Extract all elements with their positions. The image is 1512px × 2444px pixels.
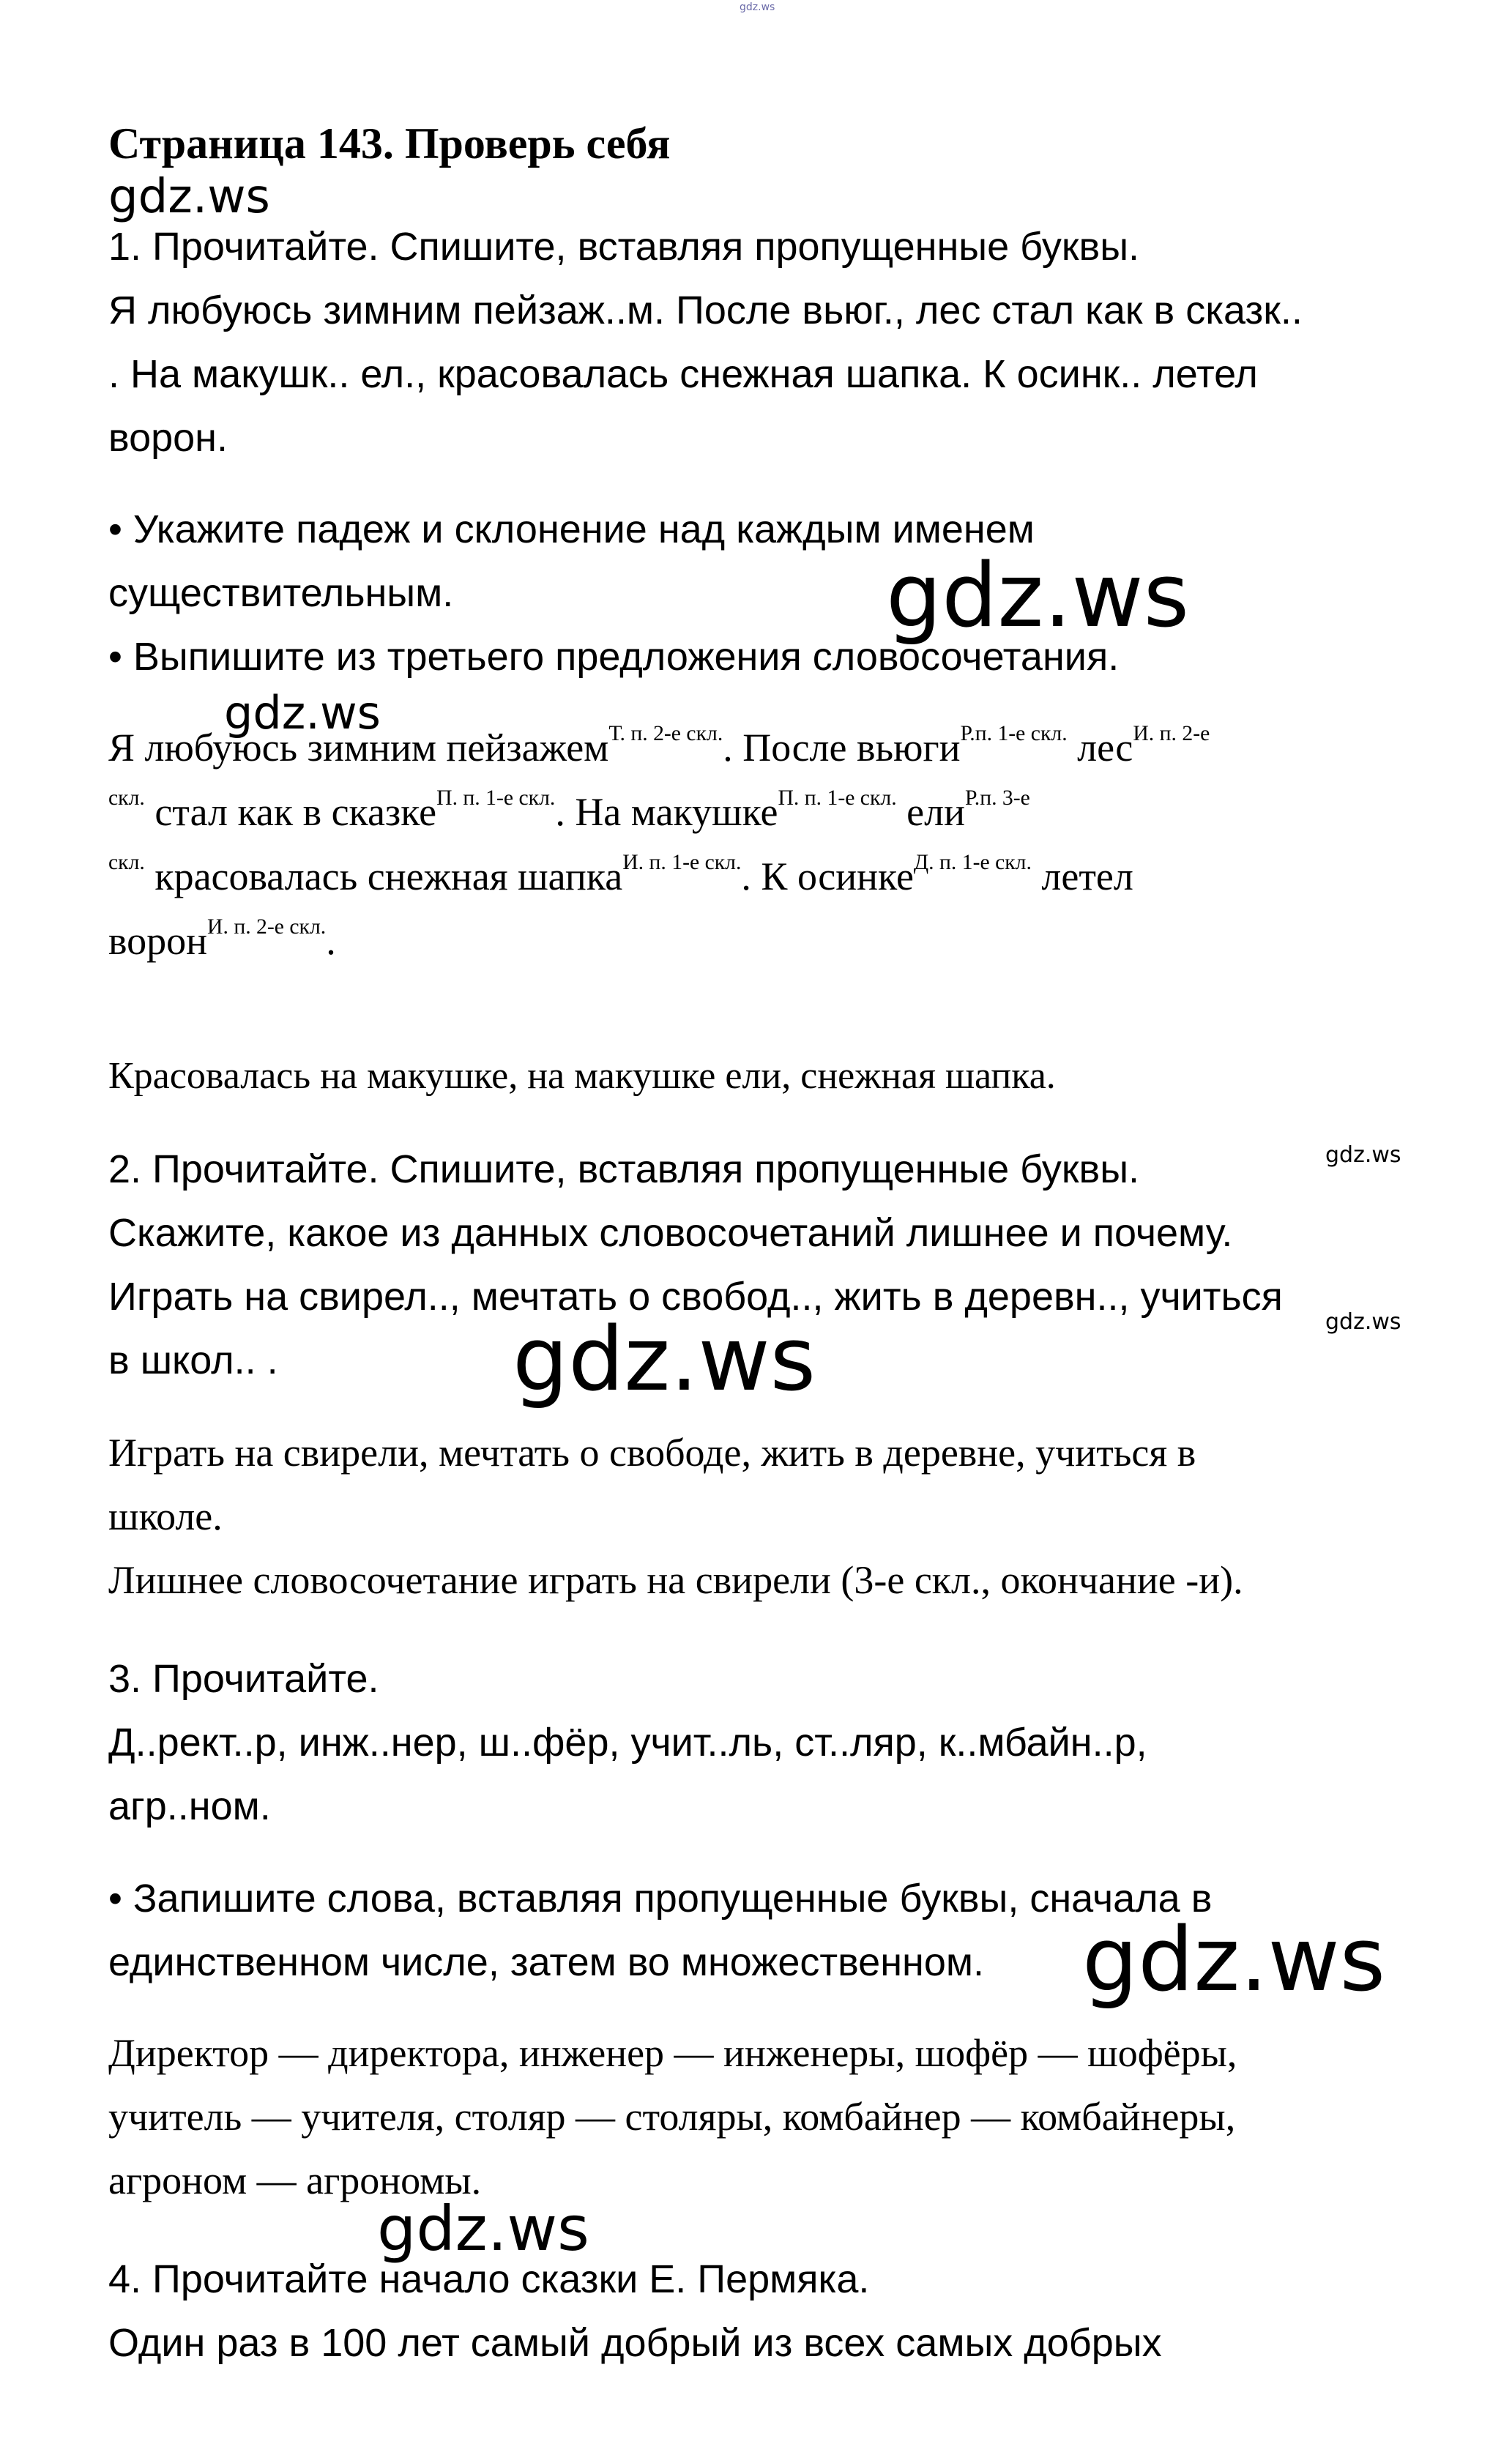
page-title: Страница 143. Проверь себя [108, 119, 671, 168]
task2-answer-2: школе. [108, 1494, 223, 1538]
task3-instruction-1: • Запишите слова, вставляя пропущенные буквы, сначала в [108, 1877, 1213, 1920]
task1-answer-line-3 [108, 850, 1133, 899]
task2-answer-1: Играть на свирели, мечтать о свободе, жить в деревне, учиться в [108, 1431, 1196, 1475]
task3-line-3: агр..ном. [108, 1784, 271, 1828]
case-note: И. п. 2-е скл. [207, 914, 327, 939]
case-note: скл. [108, 850, 145, 874]
watermark-4: gdz.ws [1325, 1142, 1401, 1168]
case-note: Т. п. 2-е скл. [608, 721, 723, 745]
answer-text: Я любуюсь зимним пейзажем [108, 726, 609, 770]
watermark-top: gdz.ws [740, 1, 775, 13]
task1-phrases: Красовалась на макушке, на макушке ели, снежная шапка. [108, 1055, 1056, 1097]
task1-instruction-2: существительным. [108, 571, 454, 615]
answer-text: . На макушке [555, 790, 778, 834]
task3-answer-2: учитель — учителя, столяр — столяры, комбайнер — комбайнеры, [108, 2095, 1236, 2139]
task1-instruction-1: • Укажите падеж и склонение над каждым именем [108, 507, 1035, 551]
case-note: скл. [108, 786, 145, 810]
answer-text: лес [1067, 726, 1133, 770]
answer-text: ворон [108, 919, 208, 963]
answer-text: красовалась снежная шапка [144, 854, 623, 898]
case-note: Д. п. 1-е скл. [913, 850, 1032, 874]
watermark-1: gdz.ws [108, 170, 270, 224]
watermark-7: gdz.ws [1082, 1910, 1386, 2011]
task4-line-2: Один раз в 100 лет самый добрый из всех самых добрых [108, 2321, 1162, 2365]
task1-instruction-3: • Выпишите из третьего предложения словосочетания. [108, 635, 1120, 679]
task3-answer-1: Директор — директора, инженер — инженеры, шофёр — шофёры, [108, 2031, 1237, 2075]
task2-line-3: Играть на свирел.., мечтать о свобод.., жить в деревн.., учиться [108, 1275, 1283, 1319]
task3-instruction-2: единственном числе, затем во множественном. [108, 1940, 985, 1984]
task2-line-2: Скажите, какое из данных словосочетаний лишнее и почему. [108, 1211, 1233, 1255]
answer-text: . К осинке [741, 854, 914, 898]
task1-answer-line-2 [108, 786, 1030, 835]
case-note: Р.п. 3-е [964, 786, 1030, 810]
task1-answer-line-4 [108, 914, 336, 964]
watermark-6: gdz.ws [513, 1309, 816, 1411]
case-note: И. п. 2-е [1133, 721, 1210, 745]
watermark-3: gdz.ws [224, 686, 381, 739]
task1-line-1: 1. Прочитайте. Спишите, вставляя пропущенные буквы. [108, 225, 1140, 269]
task3-answer-3: агроном — агрономы. [108, 2158, 482, 2202]
task1-line-3: . На макушк.. ел., красовалась снежная шапка. К осинк.. летел [108, 352, 1258, 396]
watermark-2: gdz.ws [886, 545, 1190, 647]
task1-line-4: ворон. [108, 416, 228, 460]
task2-line-4: в школ.. . [108, 1338, 278, 1382]
task3-line-2: Д..рект..р, инж..нер, ш..фёр, учит..ль, ст..ляр, к..мбайн..р, [108, 1721, 1147, 1765]
task2-line-1: 2. Прочитайте. Спишите, вставляя пропущенные буквы. [108, 1147, 1140, 1191]
answer-text: . После вьюги [723, 726, 961, 770]
case-note: И. п. 1-е скл. [622, 850, 742, 874]
task3-line-1: 3. Прочитайте. [108, 1657, 379, 1701]
case-note: П. п. 1-е скл. [778, 786, 897, 810]
case-note: Р.п. 1-е скл. [960, 721, 1068, 745]
task1-line-2: Я любуюсь зимним пейзаж..м. После вьюг., лес стал как в сказк.. [108, 288, 1303, 332]
task1-answer-line-1 [108, 721, 1210, 770]
watermark-8: gdz.ws [377, 2193, 589, 2265]
watermark-5: gdz.ws [1325, 1309, 1401, 1335]
answer-text: ели [896, 790, 965, 834]
task4-line-1: 4. Прочитайте начало сказки Е. Пермяка. [108, 2257, 870, 2301]
answer-text: . [326, 919, 336, 963]
answer-text: летел [1031, 854, 1133, 898]
answer-text: стал как в сказке [144, 790, 437, 834]
case-note: П. п. 1-е скл. [436, 786, 556, 810]
task2-answer-3: Лишнее словосочетание играть на свирели (3-е скл., окончание -и). [108, 1558, 1243, 1602]
